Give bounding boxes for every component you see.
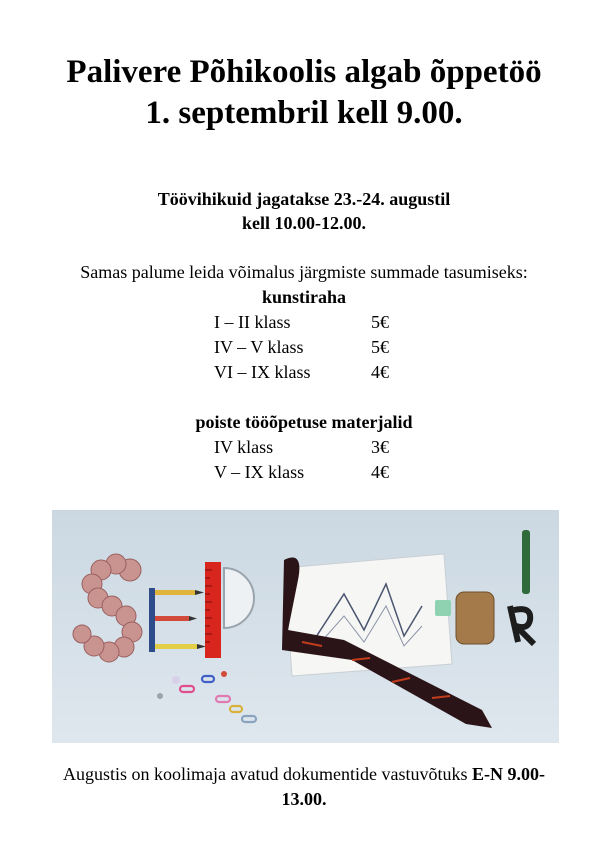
- footer-hours: E-N 9.00-: [471, 764, 545, 784]
- eraser-icon: [435, 600, 451, 616]
- crafts-fee-amount: 4€: [371, 462, 389, 482]
- art-fee-class: I – II klass: [214, 312, 291, 332]
- crafts-fee-heading: poiste tööõpetuse materjalid: [195, 412, 413, 432]
- footer-text: Augustis on koolimaja avatud dokumentide vastuvõtuks: [63, 764, 472, 784]
- crafts-fee-class: IV klass: [214, 437, 274, 457]
- sandwich-icon: [456, 592, 494, 644]
- art-fee-amount: 4€: [371, 362, 389, 382]
- payment-request: Samas palume leida võimalus järgmiste summade tasumiseks:: [80, 262, 528, 282]
- crafts-fee-class: V – IX klass: [214, 462, 305, 482]
- page-title-line-1: Palivere Põhikoolis algab õppetöö: [66, 54, 542, 90]
- school-supplies-illustration: [52, 510, 559, 743]
- art-fee-class: IV – V klass: [214, 337, 304, 357]
- school-supplies-photo: [52, 510, 559, 743]
- art-fee-amount: 5€: [371, 337, 389, 357]
- page-title-line-2: 1. septembril kell 9.00.: [145, 95, 463, 131]
- green-pen-icon: [522, 530, 530, 594]
- art-fee-heading: kunstiraha: [261, 287, 347, 307]
- art-fee-amount: 5€: [371, 312, 389, 332]
- workbooks-line-2: kell 10.00-12.00.: [242, 213, 366, 233]
- crafts-fee-amount: 3€: [371, 437, 389, 457]
- workbooks-line-1: Töövihikuid jagatakse 23.-24. augustil: [157, 189, 451, 209]
- footer-line-2: 13.00.: [281, 789, 327, 809]
- art-fee-class: VI – IX klass: [214, 362, 311, 382]
- footer-line-1: [0, 762, 608, 787]
